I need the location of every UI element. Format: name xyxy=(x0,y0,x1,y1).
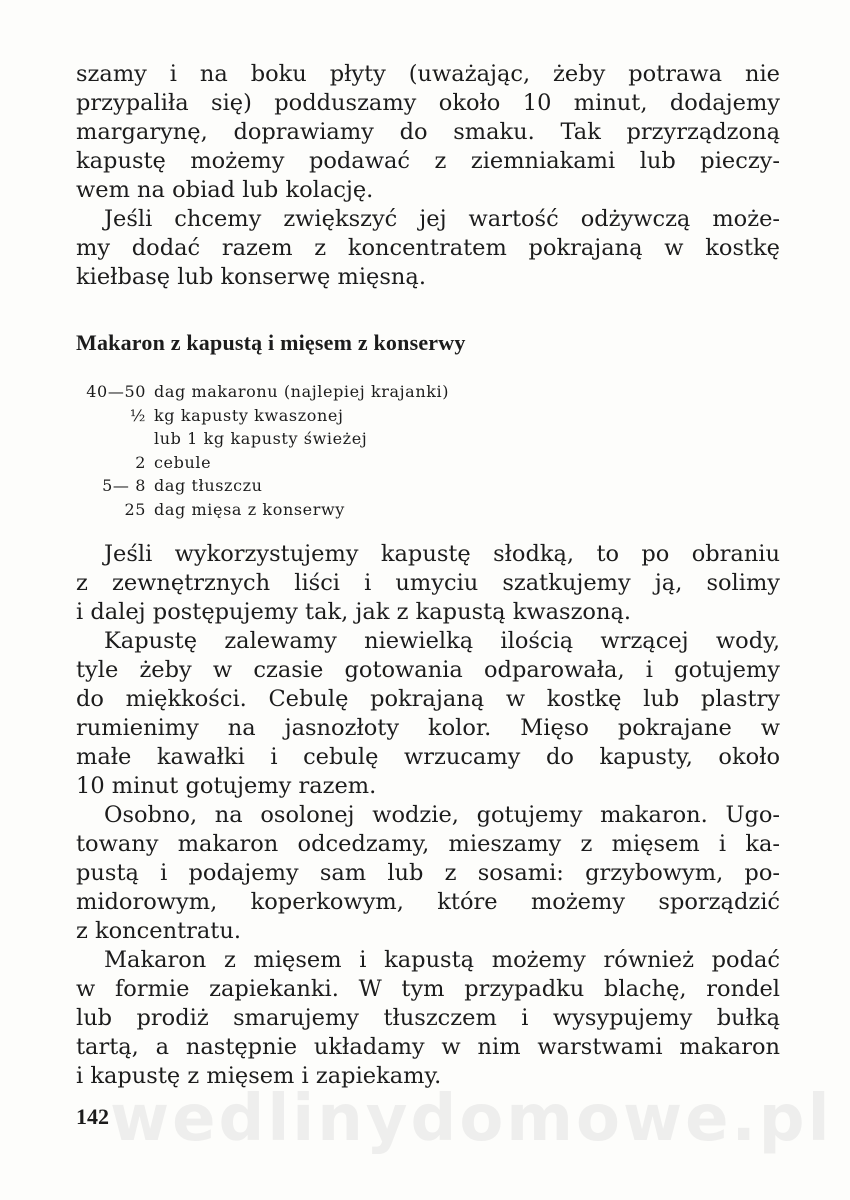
method-paragraph-2 xyxy=(76,627,780,801)
text-line: 10 minut gotujemy razem. xyxy=(76,773,377,799)
watermark: wedlinydomowe.pl xyxy=(110,1082,833,1156)
ingredient-row xyxy=(76,380,449,404)
text-line: i dalej postępujemy tak, jak z kapustą kwaszoną. xyxy=(76,599,632,625)
text-line: szamy i na boku płyty (uważając, żeby potrawa nie xyxy=(76,61,780,87)
ingredient-name: dag tłuszczu xyxy=(154,476,263,495)
method-paragraph-4 xyxy=(76,946,780,1091)
ingredient-row xyxy=(76,498,449,522)
text-line: Makaron z mięsem i kapustą możemy również podać xyxy=(104,947,780,973)
intro-paragraph-1 xyxy=(76,60,780,205)
text-line: Kapustę zalewamy niewielką ilością wrzącej wody, xyxy=(104,628,780,654)
text-line: Osobno, na osolonej wodzie, gotujemy makaron. Ugo- xyxy=(104,802,780,828)
ingredients-list xyxy=(76,380,449,521)
text-line: z koncentratu. xyxy=(76,918,241,944)
ingredient-name: dag mięsa z konserwy xyxy=(154,499,345,519)
intro-paragraph-2 xyxy=(76,205,780,292)
ingredient-quantity: 2 xyxy=(135,452,146,472)
ingredient-row xyxy=(76,451,449,475)
text-line: margarynę, doprawiamy do smaku. Tak przyrządzoną xyxy=(76,119,780,145)
ingredient-row xyxy=(76,427,449,451)
text-line: lub prodiż smarujemy tłuszczem i wysypujemy bułką xyxy=(76,1005,780,1031)
ingredient-name: dag makaronu (najlepiej krajanki) xyxy=(154,382,450,401)
text-line: Jeśli chcemy zwiększyć jej wartość odżywczą może- xyxy=(104,206,780,232)
ingredient-quantity: ½ xyxy=(129,405,146,425)
text-line: pustą i podajemy sam lub z sosami: grzybowym, po- xyxy=(76,860,780,886)
ingredient-quantity xyxy=(76,427,154,451)
intro-text-block xyxy=(76,60,780,292)
text-line: kiełbasę lub konserwę mięsną. xyxy=(76,264,426,290)
ingredient-quantity: 40—50 xyxy=(86,382,146,401)
text-line: midorowym, koperkowym, które możemy sporządzić xyxy=(76,889,780,915)
method-paragraph-1 xyxy=(76,540,780,627)
ingredient-row xyxy=(76,404,449,428)
page-number: 142 xyxy=(76,1104,109,1129)
text-line: Jeśli wykorzystujemy kapustę słodką, to po obraniu xyxy=(104,541,780,567)
ingredient-quantity: 25 xyxy=(124,499,146,519)
text-line: małe kawałki i cebulę wrzucamy do kapusty, około xyxy=(76,744,780,770)
text-line: kapustę możemy podawać z ziemniakami lub pieczy- xyxy=(76,148,780,174)
method-paragraph-3 xyxy=(76,801,780,946)
text-line: my dodać razem z koncentratem pokrajaną w kostkę xyxy=(76,235,780,261)
text-line: towany makaron odcedzamy, mieszamy z mięsem i ka- xyxy=(76,831,780,857)
ingredient-row xyxy=(76,474,449,498)
text-line: do miękkości. Cebulę pokrajaną w kostkę lub plastry xyxy=(76,686,780,712)
text-line: przypaliła się) podduszamy około 10 minut, dodajemy xyxy=(76,90,780,116)
text-line: rumienimy na jasnozłoty kolor. Mięso pokrajane w xyxy=(76,715,780,741)
text-line: w formie zapiekanki. W tym przypadku blachę, rondel xyxy=(76,976,780,1002)
ingredient-quantity: 5— 8 xyxy=(102,476,146,495)
text-line: tartą, a następnie układamy w nim warstwami makaron xyxy=(76,1034,780,1060)
ingredient-name: cebule xyxy=(154,452,212,472)
method-text-block xyxy=(76,540,780,1091)
ingredient-name: kg kapusty kwaszonej xyxy=(154,405,344,425)
text-line: i kapustę z mięsem i zapiekamy. xyxy=(76,1063,442,1089)
text-line: z zewnętrznych liści i umyciu szatkujemy ją, solimy xyxy=(76,570,780,596)
text-line: tyle żeby w czasie gotowania odparowała, i gotujemy xyxy=(76,657,780,683)
ingredient-name: lub 1 kg kapusty świeżej xyxy=(154,429,368,448)
text-line: wem na obiad lub kolację. xyxy=(76,177,374,203)
recipe-title: Makaron z kapustą i mięsem z konserwy xyxy=(76,330,466,355)
